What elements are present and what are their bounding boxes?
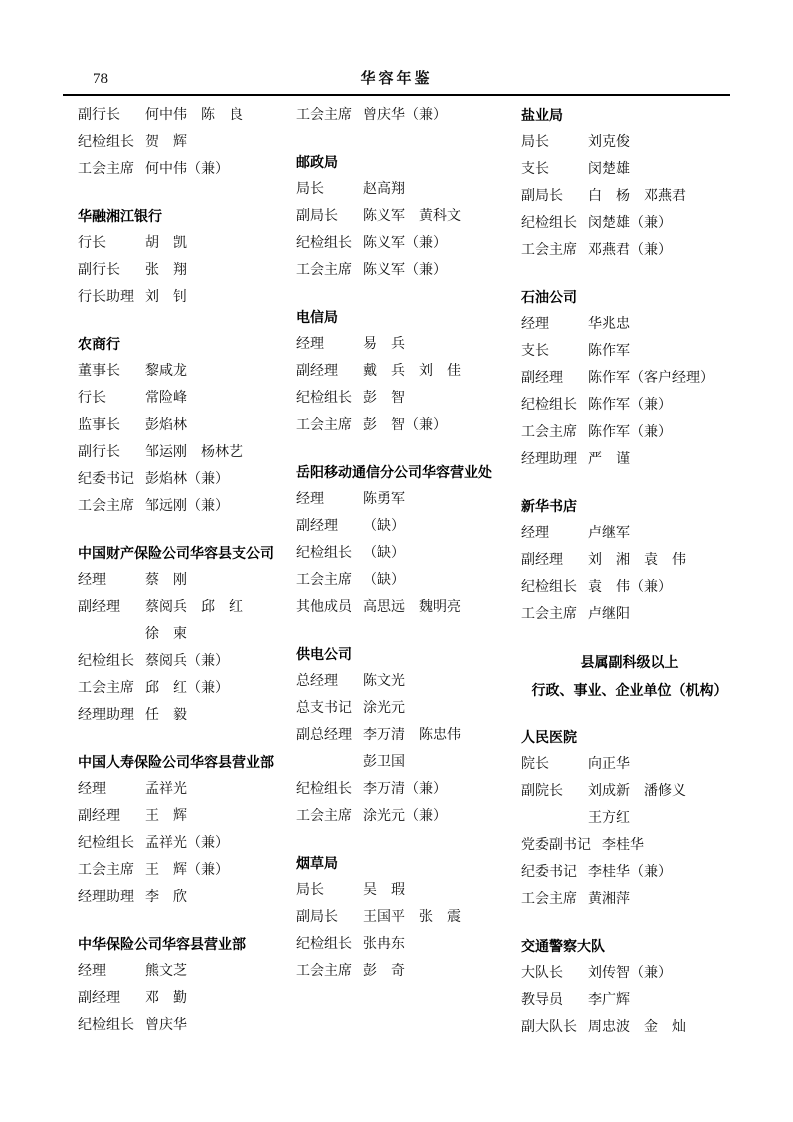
names-text: 李广辉 (588, 993, 630, 1008)
section-heading: 石油公司 (521, 289, 577, 305)
names-text: 贺 辉 (145, 135, 187, 150)
role-label: 行长 (78, 391, 106, 406)
role-label: 总经理 (296, 674, 338, 689)
page-number: 78 (93, 71, 108, 87)
role-label: 行长 (78, 236, 106, 251)
names-text: 邓 勤 (145, 991, 187, 1006)
role-label: 副局长 (296, 209, 338, 224)
section-heading: 中国人寿保险公司华容县营业部 (78, 754, 274, 770)
names-text: 华兆忠 (588, 317, 630, 332)
role-label: 工会主席 (296, 809, 352, 824)
entry-row (521, 778, 738, 805)
role-label: 副院长 (521, 784, 563, 799)
entry-row (296, 776, 496, 803)
names-text: 邓燕君（兼） (588, 243, 672, 258)
entry-row (296, 594, 496, 621)
entry-row (78, 466, 278, 493)
role-label: 纪检组长 (521, 398, 577, 413)
role-label: 院长 (521, 757, 549, 772)
entry-row (78, 621, 278, 648)
names-text: （缺） (363, 573, 405, 588)
entry-row (296, 749, 496, 776)
role-label: 总支书记 (296, 701, 352, 716)
names-text: 涂光元 (363, 701, 405, 716)
names-text: 彭焰林（兼） (145, 472, 229, 487)
names-text: 王 辉（兼） (145, 863, 229, 878)
entry-row (296, 257, 496, 284)
entry-row (296, 176, 496, 203)
section (78, 203, 278, 311)
names-text: 卢继阳 (588, 607, 630, 622)
names-text: 赵高翔 (363, 182, 405, 197)
entry-row (521, 183, 738, 210)
names-text: 彭卫国 (363, 755, 405, 770)
names-text: 邱 红（兼） (145, 681, 229, 696)
role-label: 副局长 (521, 189, 563, 204)
role-label: 经理 (296, 337, 324, 352)
role-label: 大队长 (521, 966, 563, 981)
entry-row (296, 102, 496, 129)
role-label: 经理 (78, 782, 106, 797)
entry-row (521, 886, 738, 913)
entry-row (78, 257, 278, 284)
names-text: 刘 湘 袁 伟 (588, 553, 686, 568)
role-label: 局长 (296, 182, 324, 197)
role-label: 副总经理 (296, 728, 352, 743)
names-text: 刘 钊 (145, 290, 187, 305)
entry-row (296, 931, 496, 958)
entry-row (78, 1012, 278, 1039)
entry-row (296, 567, 496, 594)
section (78, 749, 278, 911)
names-text: （缺） (363, 546, 405, 561)
entry-row (78, 230, 278, 257)
section (78, 540, 278, 729)
role-label: 副经理 (296, 519, 338, 534)
role-label (521, 805, 577, 832)
section (521, 724, 738, 913)
entry-row (78, 958, 278, 985)
entry-row (296, 412, 496, 439)
column-right (521, 102, 738, 1041)
names-text: 刘传智（兼） (588, 966, 672, 981)
entry-row (521, 805, 738, 832)
entry-row (78, 156, 278, 183)
entry-row (521, 419, 738, 446)
role-label: 经理助理 (78, 708, 134, 723)
names-text: 王方红 (588, 811, 630, 826)
names-text: 何中伟 陈 良 (145, 108, 243, 123)
section (296, 850, 496, 985)
names-text: 曾庆华 (145, 1018, 187, 1033)
role-label: 纪委书记 (521, 865, 577, 880)
names-text: 闵楚雄 (588, 162, 630, 177)
names-text: 易 兵 (363, 337, 405, 352)
names-text: 刘成新 潘修义 (588, 784, 686, 799)
names-text: 蔡阅兵 邱 红 (145, 600, 243, 615)
role-label: 纪检组长 (521, 580, 577, 595)
names-text: 何中伟（兼） (145, 162, 229, 177)
entry-row (78, 985, 278, 1012)
column-left (78, 102, 278, 1041)
role-label: 经理 (78, 964, 106, 979)
names-text: 彭 智 (363, 391, 405, 406)
role-label: 局长 (296, 883, 324, 898)
role-label: 工会主席 (296, 108, 352, 123)
entry-row (521, 960, 738, 987)
names-text: 闵楚雄（兼） (588, 216, 672, 231)
role-label: 行长助理 (78, 290, 134, 305)
names-text: 涂光元（兼） (363, 809, 447, 824)
section (521, 102, 738, 264)
names-text: 陈义军（兼） (363, 263, 447, 278)
section (296, 459, 496, 621)
section-heading: 华融湘江银行 (78, 208, 162, 224)
section-heading: 烟草局 (296, 855, 338, 871)
entry-row (78, 493, 278, 520)
names-text: 彭 智（兼） (363, 418, 447, 433)
entry-row (521, 392, 738, 419)
entry-row (521, 547, 738, 574)
role-label: 副行长 (78, 108, 120, 123)
section-heading: 交通警察大队 (521, 938, 605, 954)
names-text: 陈文光 (363, 674, 405, 689)
names-text: 陈作军（客户经理） (588, 371, 714, 386)
role-label: 副经理 (78, 991, 120, 1006)
names-text: 戴 兵 刘 佳 (363, 364, 461, 379)
role-label: 工会主席 (296, 573, 352, 588)
entry-row (296, 904, 496, 931)
role-label: 副局长 (296, 910, 338, 925)
role-label: 经理 (521, 526, 549, 541)
section-heading: 中华保险公司华容县营业部 (78, 936, 246, 952)
entry-row (78, 439, 278, 466)
entry-row (521, 520, 738, 547)
section (521, 648, 738, 704)
role-label: 纪委书记 (78, 472, 134, 487)
section (296, 149, 496, 284)
entry-row (521, 601, 738, 628)
entry-row (78, 884, 278, 911)
role-label: 纪检组长 (296, 546, 352, 561)
entry-row (296, 722, 496, 749)
entry-row (296, 695, 496, 722)
entry-row (296, 958, 496, 985)
names-text: 常险峰 (145, 391, 187, 406)
names-text: 黄湘萍 (588, 892, 630, 907)
section (521, 284, 738, 473)
column-middle (296, 102, 496, 1041)
role-label: 工会主席 (521, 425, 577, 440)
names-text: 张冉东 (363, 937, 405, 952)
names-text: 任 毅 (145, 708, 187, 723)
role-label: 工会主席 (78, 499, 134, 514)
entry-row (521, 129, 738, 156)
names-text: 向正华 (588, 757, 630, 772)
entry-row (296, 486, 496, 513)
role-label: 工会主席 (521, 892, 577, 907)
role-label: 其他成员 (296, 600, 352, 615)
names-text: 白 杨 邓燕君 (588, 189, 686, 204)
role-label: 纪检组长 (78, 654, 134, 669)
section-heading: 农商行 (78, 336, 120, 352)
names-text: 孟祥光（兼） (145, 836, 229, 851)
role-label: 副大队长 (521, 1020, 577, 1035)
names-text: 王 辉 (145, 809, 187, 824)
names-text: 孟祥光 (145, 782, 187, 797)
names-text: 彭焰林 (145, 418, 187, 433)
role-label: 副经理 (78, 809, 120, 824)
role-label: 工会主席 (296, 964, 352, 979)
names-text: 邹运刚 杨林艺 (145, 445, 243, 460)
role-label (78, 621, 134, 648)
role-label: 纪检组长 (296, 782, 352, 797)
role-label: 副经理 (521, 553, 563, 568)
entry-row (296, 331, 496, 358)
names-text: 李桂华（兼） (588, 865, 672, 880)
names-text: 陈义军（兼） (363, 236, 447, 251)
section (296, 102, 496, 129)
names-text: 吴 瑕 (363, 883, 405, 898)
role-label: 副行长 (78, 263, 120, 278)
section-heading: 盐业局 (521, 107, 563, 123)
role-label: 监事长 (78, 418, 120, 433)
entry-row (296, 203, 496, 230)
entry-row (78, 648, 278, 675)
names-text: 严 谨 (588, 452, 630, 467)
entry-row (296, 513, 496, 540)
role-label: 纪检组长 (296, 236, 352, 251)
role-label: 教导员 (521, 993, 563, 1008)
centered-heading-line: 县属副科级以上 (580, 654, 679, 670)
section (78, 102, 278, 183)
entry-row (521, 237, 738, 264)
entry-row (78, 776, 278, 803)
entry-row (78, 284, 278, 311)
role-label: 工会主席 (296, 263, 352, 278)
entry-row (521, 311, 738, 338)
entry-row (521, 338, 738, 365)
page-content (78, 102, 738, 1041)
section (78, 931, 278, 1039)
entry-row (521, 574, 738, 601)
role-label: 工会主席 (78, 863, 134, 878)
names-text: 熊文芝 (145, 964, 187, 979)
names-text: 张 翔 (145, 263, 187, 278)
page-header (63, 66, 730, 96)
names-text: 胡 凯 (145, 236, 187, 251)
entry-row (521, 210, 738, 237)
role-label: 纪检组长 (296, 937, 352, 952)
entry-row (78, 102, 278, 129)
names-text: （缺） (363, 519, 405, 534)
role-label: 纪检组长 (296, 391, 352, 406)
role-label: 董事长 (78, 364, 120, 379)
role-label: 经理助理 (521, 452, 577, 467)
section-heading: 供电公司 (296, 646, 352, 662)
entry-row (78, 803, 278, 830)
names-text: 刘克俊 (588, 135, 630, 150)
role-label: 副经理 (521, 371, 563, 386)
section-heading: 中国财产保险公司华容县支公司 (78, 545, 274, 561)
entry-row (78, 857, 278, 884)
entry-row (78, 594, 278, 621)
entry-row (78, 702, 278, 729)
role-label: 工会主席 (296, 418, 352, 433)
section (521, 933, 738, 1041)
book-title: 华容年鉴 (360, 70, 433, 87)
names-text: 邹远刚（兼） (145, 499, 229, 514)
entry-row (521, 859, 738, 886)
role-label: 支长 (521, 344, 549, 359)
section-heading: 人民医院 (521, 729, 577, 745)
entry-row (78, 385, 278, 412)
section (78, 331, 278, 520)
entry-row (296, 385, 496, 412)
role-label: 工会主席 (78, 681, 134, 696)
names-text: 李万清 陈忠伟 (363, 728, 461, 743)
section (521, 493, 738, 628)
role-label: 经理 (296, 492, 324, 507)
names-text: 陈勇军 (363, 492, 405, 507)
role-label: 经理助理 (78, 890, 134, 905)
names-text: 陈作军 (588, 344, 630, 359)
entry-row (78, 358, 278, 385)
entry-row (78, 675, 278, 702)
entry-row (78, 567, 278, 594)
names-text: 袁 伟（兼） (588, 580, 672, 595)
role-label: 工会主席 (521, 243, 577, 258)
role-label: 经理 (521, 317, 549, 332)
entry-row (296, 540, 496, 567)
section-heading: 岳阳移动通信分公司华容营业处 (296, 464, 492, 480)
role-label: 纪检组长 (78, 1018, 134, 1033)
names-text: 蔡 刚 (145, 573, 187, 588)
entry-row (78, 830, 278, 857)
names-text: 李万清（兼） (363, 782, 447, 797)
role-label: 支长 (521, 162, 549, 177)
role-label: 纪检组长 (521, 216, 577, 231)
section-heading: 邮政局 (296, 154, 338, 170)
role-label: 副行长 (78, 445, 120, 460)
names-text: 陈作军（兼） (588, 425, 672, 440)
role-label: 党委副书记 (521, 838, 591, 853)
entry-row (296, 803, 496, 830)
names-text: 彭 奇 (363, 964, 405, 979)
names-text: 徐 柬 (145, 627, 187, 642)
names-text: 高思远 魏明亮 (363, 600, 461, 615)
role-label: 纪检组长 (78, 836, 134, 851)
names-text: 陈作军（兼） (588, 398, 672, 413)
entry-row (78, 412, 278, 439)
role-label: 纪检组长 (78, 135, 134, 150)
names-text: 陈义军 黄科文 (363, 209, 461, 224)
section (296, 304, 496, 439)
section-heading: 电信局 (296, 309, 338, 325)
entry-row (521, 751, 738, 778)
role-label (296, 749, 352, 776)
names-text: 李 欣 (145, 890, 187, 905)
entry-row (521, 1014, 738, 1041)
role-label: 经理 (78, 573, 106, 588)
entry-row (521, 365, 738, 392)
section (296, 641, 496, 830)
role-label: 局长 (521, 135, 549, 150)
entry-row (296, 230, 496, 257)
role-label: 工会主席 (78, 162, 134, 177)
section-heading: 新华书店 (521, 498, 577, 514)
entry-row (296, 877, 496, 904)
entry-row (521, 832, 738, 859)
names-text: 周忠波 金 灿 (588, 1020, 686, 1035)
entry-row (296, 358, 496, 385)
entry-row (521, 987, 738, 1014)
entry-row (521, 446, 738, 473)
names-text: 蔡阅兵（兼） (145, 654, 229, 669)
names-text: 王国平 张 震 (363, 910, 461, 925)
role-label: 副经理 (78, 600, 120, 615)
entry-row (296, 668, 496, 695)
role-label: 副经理 (296, 364, 338, 379)
names-text: 李桂华 (602, 838, 644, 853)
role-label: 工会主席 (521, 607, 577, 622)
names-text: 曾庆华（兼） (363, 108, 447, 123)
entry-row (521, 156, 738, 183)
names-text: 卢继军 (588, 526, 630, 541)
entry-row (78, 129, 278, 156)
names-text: 黎咸龙 (145, 364, 187, 379)
centered-heading-line: 行政、事业、企业单位（机构） (531, 682, 728, 698)
